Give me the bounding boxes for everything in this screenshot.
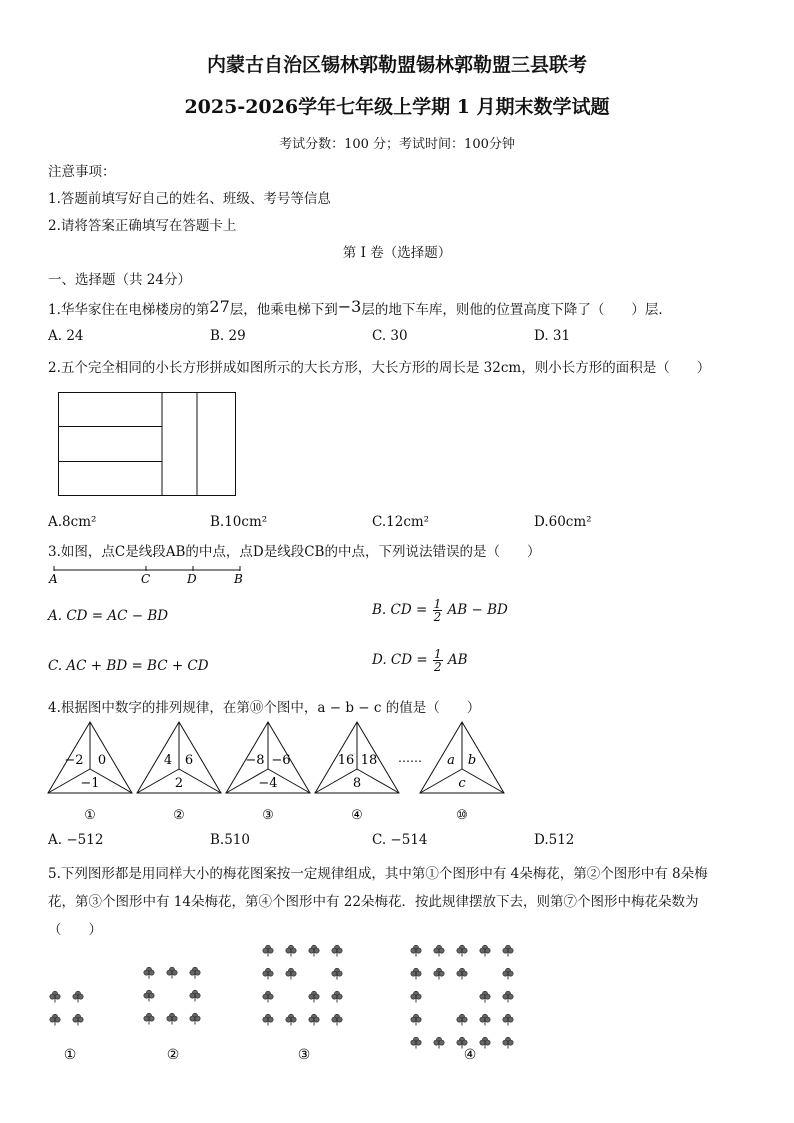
q4-t3-bottom: −4 bbox=[258, 776, 278, 791]
plum-flower-icon bbox=[332, 991, 342, 1002]
q4-t3-right: −6 bbox=[271, 753, 291, 768]
q1-text-b: 层，他乘电梯下到 bbox=[229, 302, 338, 318]
q4-t4-label: ④ bbox=[351, 808, 363, 823]
plum-flower-icon bbox=[480, 1037, 490, 1048]
plum-flower-icon bbox=[332, 968, 342, 979]
plum-flower-icon bbox=[411, 968, 421, 979]
plum-flower-icon bbox=[263, 945, 273, 956]
q4-triangle-figures bbox=[0, 718, 560, 828]
plum-flower-icon bbox=[411, 1037, 421, 1048]
exam-title-line1: 内蒙古自治区锡林郭勒盟锡林郭勒盟三县联考 bbox=[206, 54, 587, 76]
plum-flower-icon bbox=[190, 967, 200, 978]
q4-ellipsis: …… bbox=[398, 751, 422, 765]
q3-option-d[interactable] bbox=[372, 648, 468, 673]
q3-option-d-rhs: AB bbox=[447, 652, 468, 668]
plum-flower-icon bbox=[190, 990, 200, 1001]
plum-flower-icon bbox=[434, 968, 444, 979]
q4-triangle-3 bbox=[226, 722, 310, 823]
q3-option-b-denominator: 2 bbox=[433, 610, 442, 624]
section-heading: 一、选择题（共 24分） bbox=[48, 272, 191, 288]
plum-flower-icon bbox=[503, 1014, 513, 1025]
plum-flower-icon bbox=[50, 1014, 60, 1025]
q3-option-b[interactable] bbox=[372, 598, 508, 623]
q2-option-b[interactable]: B.10cm² bbox=[210, 514, 268, 530]
q5-label-2: ② bbox=[166, 1047, 180, 1063]
q3-point-a: A bbox=[49, 572, 58, 586]
q4-triangle-1 bbox=[48, 722, 132, 823]
q3-option-d-denominator: 2 bbox=[433, 660, 442, 674]
q1-text-c: 层的地下车库，则他的位置高度下降了（ ）层． bbox=[361, 302, 672, 318]
question-5-line-1: 5.下列图形都是用同样大小的梅花图案按一定规律组成，其中第①个图形中有 4朵梅花，第②个图形中有 8朵梅 bbox=[48, 866, 708, 882]
plum-flower-icon bbox=[503, 991, 513, 1002]
q5-label-3: ③ bbox=[297, 1047, 311, 1063]
q3-option-b-lhs: B. CD = bbox=[372, 602, 428, 618]
plum-flower-icon bbox=[457, 968, 467, 979]
q3-option-d-lhs: D. CD = bbox=[372, 652, 428, 668]
plum-flower-icon bbox=[480, 991, 490, 1002]
q4-option-b[interactable]: B.510 bbox=[210, 832, 250, 848]
plum-flower-icon bbox=[286, 945, 296, 956]
q1-option-d[interactable]: D. 31 bbox=[534, 328, 571, 344]
plum-flower-icon bbox=[411, 1014, 421, 1025]
q2-option-c[interactable]: C.12cm² bbox=[372, 514, 430, 530]
plum-flower-icon bbox=[503, 1037, 513, 1048]
q5-figure-3 bbox=[263, 945, 342, 1025]
q4-t2-right: 6 bbox=[184, 753, 194, 768]
q4-t2-bottom: 2 bbox=[174, 776, 184, 791]
q4-option-c[interactable]: C. −514 bbox=[372, 832, 428, 848]
q3-point-c: C bbox=[141, 572, 151, 586]
q4-t10-left: a bbox=[447, 753, 455, 768]
plum-flower-icon bbox=[263, 991, 273, 1002]
plum-flower-icon bbox=[144, 990, 154, 1001]
q1-number-a: 27 bbox=[209, 297, 230, 316]
q3-option-b-rhs: AB − BD bbox=[447, 602, 508, 618]
plum-flower-icon bbox=[332, 1014, 342, 1025]
plum-flower-icon bbox=[332, 945, 342, 956]
plum-flower-icon bbox=[190, 1013, 200, 1024]
plum-flower-icon bbox=[50, 991, 60, 1002]
q3-point-b: B bbox=[234, 572, 243, 586]
q5-figure-4 bbox=[411, 945, 513, 1048]
q4-t10-right: b bbox=[467, 753, 477, 768]
q5-plum-figures bbox=[0, 938, 560, 1068]
plum-flower-icon bbox=[309, 991, 319, 1002]
q4-t1-bottom: −1 bbox=[80, 776, 100, 791]
plum-flower-icon bbox=[411, 991, 421, 1002]
q4-t4-left: 16 bbox=[337, 753, 355, 768]
question-5-line-2: 花，第③个图形中有 14朵梅花，第④个图形中有 22朵梅花．按此规律摆放下去，则第⑦个图形中梅花朵数为 bbox=[48, 894, 699, 910]
plum-flower-icon bbox=[457, 1014, 467, 1025]
q2-rectangle-figure bbox=[58, 392, 236, 496]
notes-item-2: 2.请将答案正确填写在答题卡上 bbox=[48, 218, 237, 234]
q4-triangle-10 bbox=[420, 722, 504, 823]
plum-flower-icon bbox=[503, 945, 513, 956]
plum-flower-icon bbox=[286, 968, 296, 979]
q1-text-a: 1.华华家住在电梯楼房的第 bbox=[48, 302, 210, 318]
plum-flower-icon bbox=[309, 945, 319, 956]
exam-info: 考试分数：100 分；考试时间：100分钟 bbox=[279, 137, 515, 152]
q3-point-d: D bbox=[187, 572, 197, 586]
plum-flower-icon bbox=[73, 991, 83, 1002]
q4-triangle-4 bbox=[315, 722, 399, 823]
q2-option-a[interactable]: A.8cm² bbox=[48, 514, 97, 530]
plum-flower-icon bbox=[286, 1014, 296, 1025]
q4-option-d[interactable]: D.512 bbox=[534, 832, 575, 848]
q3-segment-figure bbox=[48, 566, 248, 586]
q2-option-d[interactable]: D.60cm² bbox=[534, 514, 592, 530]
q3-option-c[interactable]: C. AC + BD = BC + CD bbox=[48, 658, 209, 674]
q1-number-b: −3 bbox=[337, 297, 362, 316]
exam-title-line2: 2025-2026学年七年级上学期 1 月期末数学试题 bbox=[184, 96, 610, 118]
q3-option-b-numerator: 1 bbox=[433, 597, 442, 611]
q4-t3-label: ③ bbox=[262, 808, 274, 823]
q4-t4-right: 18 bbox=[360, 753, 378, 768]
q4-t1-right: 0 bbox=[97, 753, 107, 768]
q5-figure-1 bbox=[50, 991, 83, 1025]
q5-figure-2 bbox=[144, 967, 200, 1024]
plum-flower-icon bbox=[167, 1013, 177, 1024]
q4-option-a[interactable]: A. −512 bbox=[48, 832, 104, 848]
q3-option-b-fraction bbox=[433, 598, 443, 623]
question-5-line-3: （ ） bbox=[48, 922, 102, 938]
notes-heading: 注意事项： bbox=[48, 164, 116, 180]
plum-flower-icon bbox=[434, 1037, 444, 1048]
q3-option-d-numerator: 1 bbox=[433, 647, 442, 661]
plum-flower-icon bbox=[309, 1014, 319, 1025]
q4-triangle-2 bbox=[137, 722, 221, 823]
volume-heading: 第 I 卷（选择题） bbox=[342, 245, 452, 261]
plum-flower-icon bbox=[144, 1013, 154, 1024]
plum-flower-icon bbox=[73, 1014, 83, 1025]
plum-flower-icon bbox=[434, 945, 444, 956]
q5-label-4: ④ bbox=[463, 1047, 477, 1063]
plum-flower-icon bbox=[263, 968, 273, 979]
question-4: 4.根据图中数字的排列规律，在第⑩个图中，a − b − c 的值是（ ） bbox=[48, 700, 481, 716]
q3-option-d-fraction bbox=[433, 648, 443, 673]
q3-option-a[interactable]: A. CD = AC − BD bbox=[48, 608, 169, 624]
q1-option-a[interactable]: A. 24 bbox=[48, 328, 84, 344]
q4-t1-left: −2 bbox=[64, 753, 84, 768]
q4-t2-label: ② bbox=[173, 808, 185, 823]
question-2: 2.五个完全相同的小长方形拼成如图所示的大长方形，大长方形的周长是 32cm，则小长方形的面积是（ ） bbox=[48, 360, 711, 376]
q4-t2-left: 4 bbox=[163, 753, 173, 768]
plum-flower-icon bbox=[167, 967, 177, 978]
q5-label-1: ① bbox=[63, 1047, 77, 1063]
question-1 bbox=[48, 298, 672, 318]
plum-flower-icon bbox=[480, 1014, 490, 1025]
plum-flower-icon bbox=[263, 1014, 273, 1025]
q4-t4-bottom: 8 bbox=[352, 776, 362, 791]
plum-flower-icon bbox=[480, 945, 490, 956]
q1-option-c[interactable]: C. 30 bbox=[372, 328, 408, 344]
plum-flower-icon bbox=[503, 968, 513, 979]
q1-option-b[interactable]: B. 29 bbox=[210, 328, 246, 344]
plum-flower-icon bbox=[411, 945, 421, 956]
q4-t3-left: −8 bbox=[245, 753, 265, 768]
question-3: 3.如图，点C是线段AB的中点，点D是线段CB的中点，下列说法错误的是（ ） bbox=[48, 544, 541, 560]
plum-flower-icon bbox=[144, 967, 154, 978]
q4-t10-label: ⑩ bbox=[456, 808, 468, 823]
plum-flower-icon bbox=[457, 945, 467, 956]
q4-t1-label: ① bbox=[84, 808, 96, 823]
q4-t10-bottom: c bbox=[458, 776, 466, 791]
notes-item-1: 1.答题前填写好自己的姓名、班级、考号等信息 bbox=[48, 191, 331, 207]
